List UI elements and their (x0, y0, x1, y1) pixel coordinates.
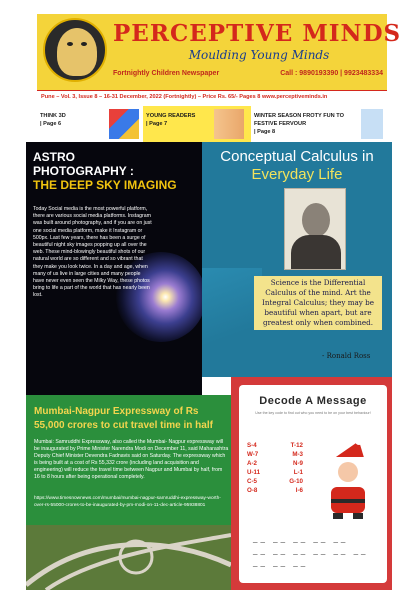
quote-author: - Ronald Ross (322, 352, 371, 360)
teaser-label: THINK 3D (40, 113, 66, 119)
code-row: U-11 L-1 (247, 469, 303, 476)
brand-title (113, 20, 401, 47)
brand-title-right: MINDS (302, 20, 402, 47)
teaser-label: WINTER SEASON FROTY FUN TO FESTIVE FERVOUR (254, 113, 344, 127)
astro-headline: ASTRO PHOTOGRAPHY : THE DEEP SKY IMAGING (33, 150, 177, 192)
key-code-list (247, 441, 303, 495)
publication-type: Fortnightly Children Newspaper (113, 70, 220, 77)
snowman-icon (361, 109, 383, 139)
calculus-headline: Conceptual Calculus in Everyday Life (220, 148, 374, 183)
expressway-headline: Mumbai-Nagpur Expressway of Rs 55,000 crores to cut travel time in half (34, 406, 213, 431)
teaser-strip (37, 106, 387, 142)
teaser-think-3d[interactable] (37, 106, 143, 142)
brain-logo-icon (43, 18, 107, 82)
astro-photography-article (26, 142, 202, 395)
teaser-page: | Page 6 (40, 121, 62, 127)
teaser-page: | Page 8 (254, 129, 276, 135)
code-row: S-4 T-12 (247, 442, 303, 449)
expressway-body-text: Mumbai: Samruddhi Expressway, also called the Mumbai- Nagpur expressway will be inaugurated by Prime Minister Narendra Modi on December 11, said Maharashtra Deputy Chief Minister Devendra Fadnavis said on Saturday. The expressway which is being built at a cost of Rs 55,332 crore (including land acquisition and engineering) will reduce the travel time between Nagpur and Mumbai by half, from 16 to 8 hours after being operational completely. (34, 439, 229, 481)
3d-shapes-icon (109, 109, 139, 139)
contact-numbers: Call : 9890193390 | 9923483334 (280, 70, 383, 77)
calculus-article (202, 142, 392, 377)
code-row: A-2 N-9 (247, 460, 303, 467)
issue-info: Pune – Vol. 3, Issue 8 – 16-31 December, 2022 (Fortnightly) – Price Rs. 65/- Pages 8 www.perceptiveminds.in (37, 90, 387, 102)
expressway-aerial-image (26, 525, 231, 590)
masthead-subline (113, 70, 383, 77)
reading-girl-icon (214, 109, 244, 139)
puzzle-card (239, 385, 387, 583)
decode-puzzle (231, 377, 392, 590)
teaser-young-readers[interactable] (143, 106, 251, 142)
teaser-label: YOUNG READERS (146, 113, 196, 119)
teaser-page: | Page 7 (146, 121, 168, 127)
ronald-ross-portrait (284, 188, 346, 270)
brand-title-left: PERCEPTIVE (113, 20, 294, 47)
answer-blanks[interactable]: __ __ __ __ __ __ __ __ __ __ __ __ __ __ (253, 534, 369, 567)
tagline: Moulding Young Minds (188, 48, 330, 62)
code-row: W-7 M-3 (247, 451, 303, 458)
puzzle-instructions: Use the key code to find out who you need to be on your best behaviour! (255, 411, 371, 415)
source-link[interactable]: https://www.timesnownews.com/mumbai/mumbai-nagpur-samruddhi-expressway-worth-over-rs-55000-crores-to-be-inaugurated-by-pm-modi-on-11-dec-article-95938801 (34, 496, 221, 508)
puzzle-title: Decode A Message (259, 395, 367, 407)
teaser-winter-season[interactable] (251, 106, 387, 142)
code-row: O-8 I-6 (247, 487, 303, 494)
code-row: C-5 G-10 (247, 478, 303, 485)
expressway-article (26, 395, 231, 590)
masthead (37, 14, 402, 90)
decorative-lines (202, 268, 262, 377)
santa-icon (319, 437, 375, 519)
calculus-quote: Science is the Differential Calculus of the mind. Art the Integral Calculus; they may be beautiful when apart, but are greatest only when combined. (254, 276, 382, 330)
astro-body-text: Today Social media is the most powerful platform, there are various social media platforms. Instagram was built around photography, and if you are on just one social media platform, make it Instagram or 500px. Last few years, there has been a surge of beautiful night sky images popping up all over the web. These mind-blowingly beautiful shots of our natural world are so different and so vibrant that they make you look twice. In a day and age, when many of us live in large cities and many people have never even seen the Milky Way, these photos bring to life a part of the world that has nearly been lost. (33, 206, 152, 299)
